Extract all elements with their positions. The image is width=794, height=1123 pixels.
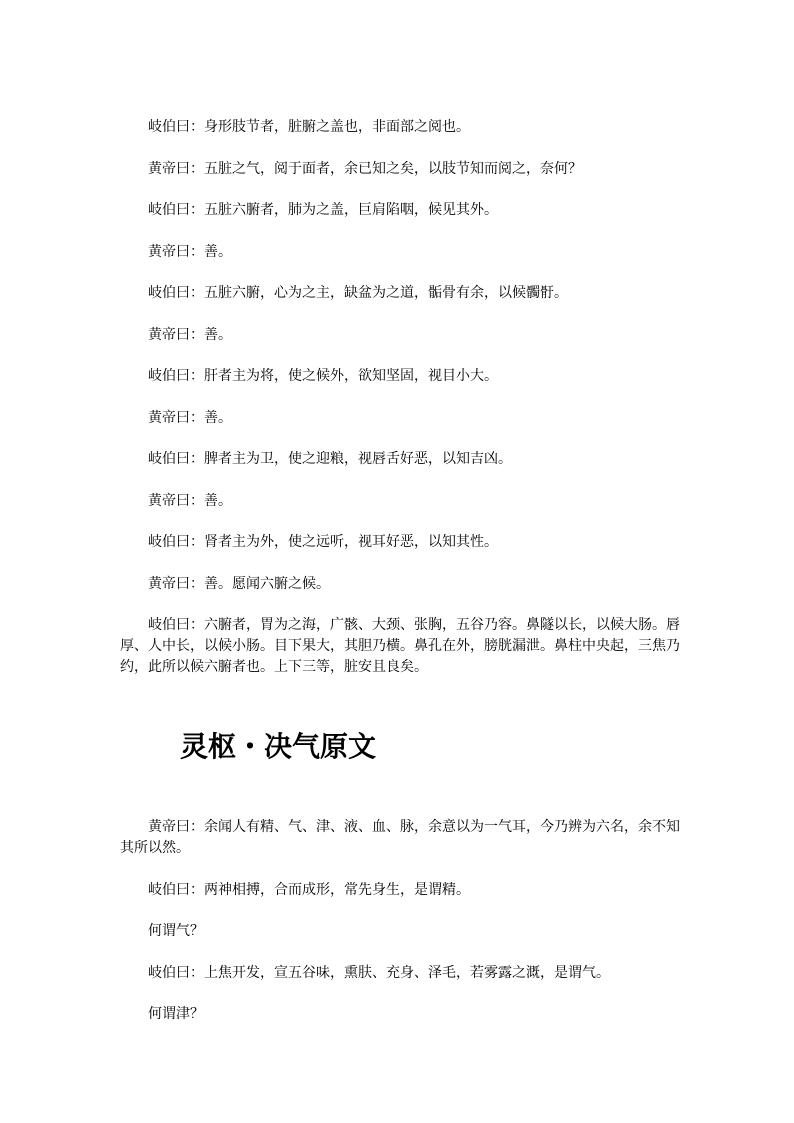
paragraph: 黄帝曰：五脏之气，阅于面者，余已知之矣，以肢节知而阅之，奈何？: [148, 160, 582, 177]
paragraph: 岐伯曰：肾者主为外，使之远听，视耳好恶，以知其性。: [148, 534, 498, 550]
paragraph: 岐伯曰：五脏六腑者，肺为之盖，巨肩陷咽，候见其外。: [148, 202, 498, 218]
paragraph: 岐伯曰：两神相搏，合而成形，常先身生，是谓精。: [148, 881, 470, 898]
paragraph: 黄帝曰：善。: [148, 492, 232, 509]
paragraph: 岐伯曰：上焦开发，宣五谷味，熏肤、充身、泽毛，若雾露之溉，是谓气。: [148, 964, 610, 981]
paragraph: 岐伯曰：五脏六腑，心为之主，缺盆为之道，骺骨有余，以候髑骬。: [148, 285, 568, 301]
section-heading: 灵枢・决气原文: [180, 730, 377, 763]
paragraph: 岐伯曰：脾者主为卫，使之迎粮，视唇舌好恶，以知吉凶。: [148, 451, 512, 467]
paragraph: 岐伯曰：身形肢节者，脏腑之盖也，非面部之阅也。: [148, 119, 470, 135]
paragraph: 何谓气？: [148, 923, 204, 939]
paragraph: 黄帝曰：善。: [148, 409, 232, 426]
document-page: [120, 117, 680, 1046]
paragraph: 何谓津？: [148, 1006, 204, 1022]
paragraph: 黄帝曰：善。: [148, 243, 232, 260]
paragraph: 黄帝曰：善。愿闻六腑之候。: [148, 575, 330, 592]
paragraph: 黄帝曰：余闻人有精、气、津、液、血、脉，余意以为一气耳，今乃辨为六名，余不知其所以然。: [120, 819, 680, 856]
paragraph: 岐伯曰：肝者主为将，使之候外，欲知坚固，视目小大。: [148, 368, 498, 384]
paragraph: 岐伯曰：六腑者，胃为之海，广骸、大颈、张胸，五谷乃容。鼻隧以长，以候大肠。唇厚、人中长，以候小肠。目下果大，其胆乃横。鼻孔在外，膀胱漏泄。鼻柱中央起，三焦乃约，此所以候六腑者也。上下三等，脏安且良矣。: [120, 617, 680, 675]
paragraph: 黄帝曰：善。: [148, 326, 232, 343]
